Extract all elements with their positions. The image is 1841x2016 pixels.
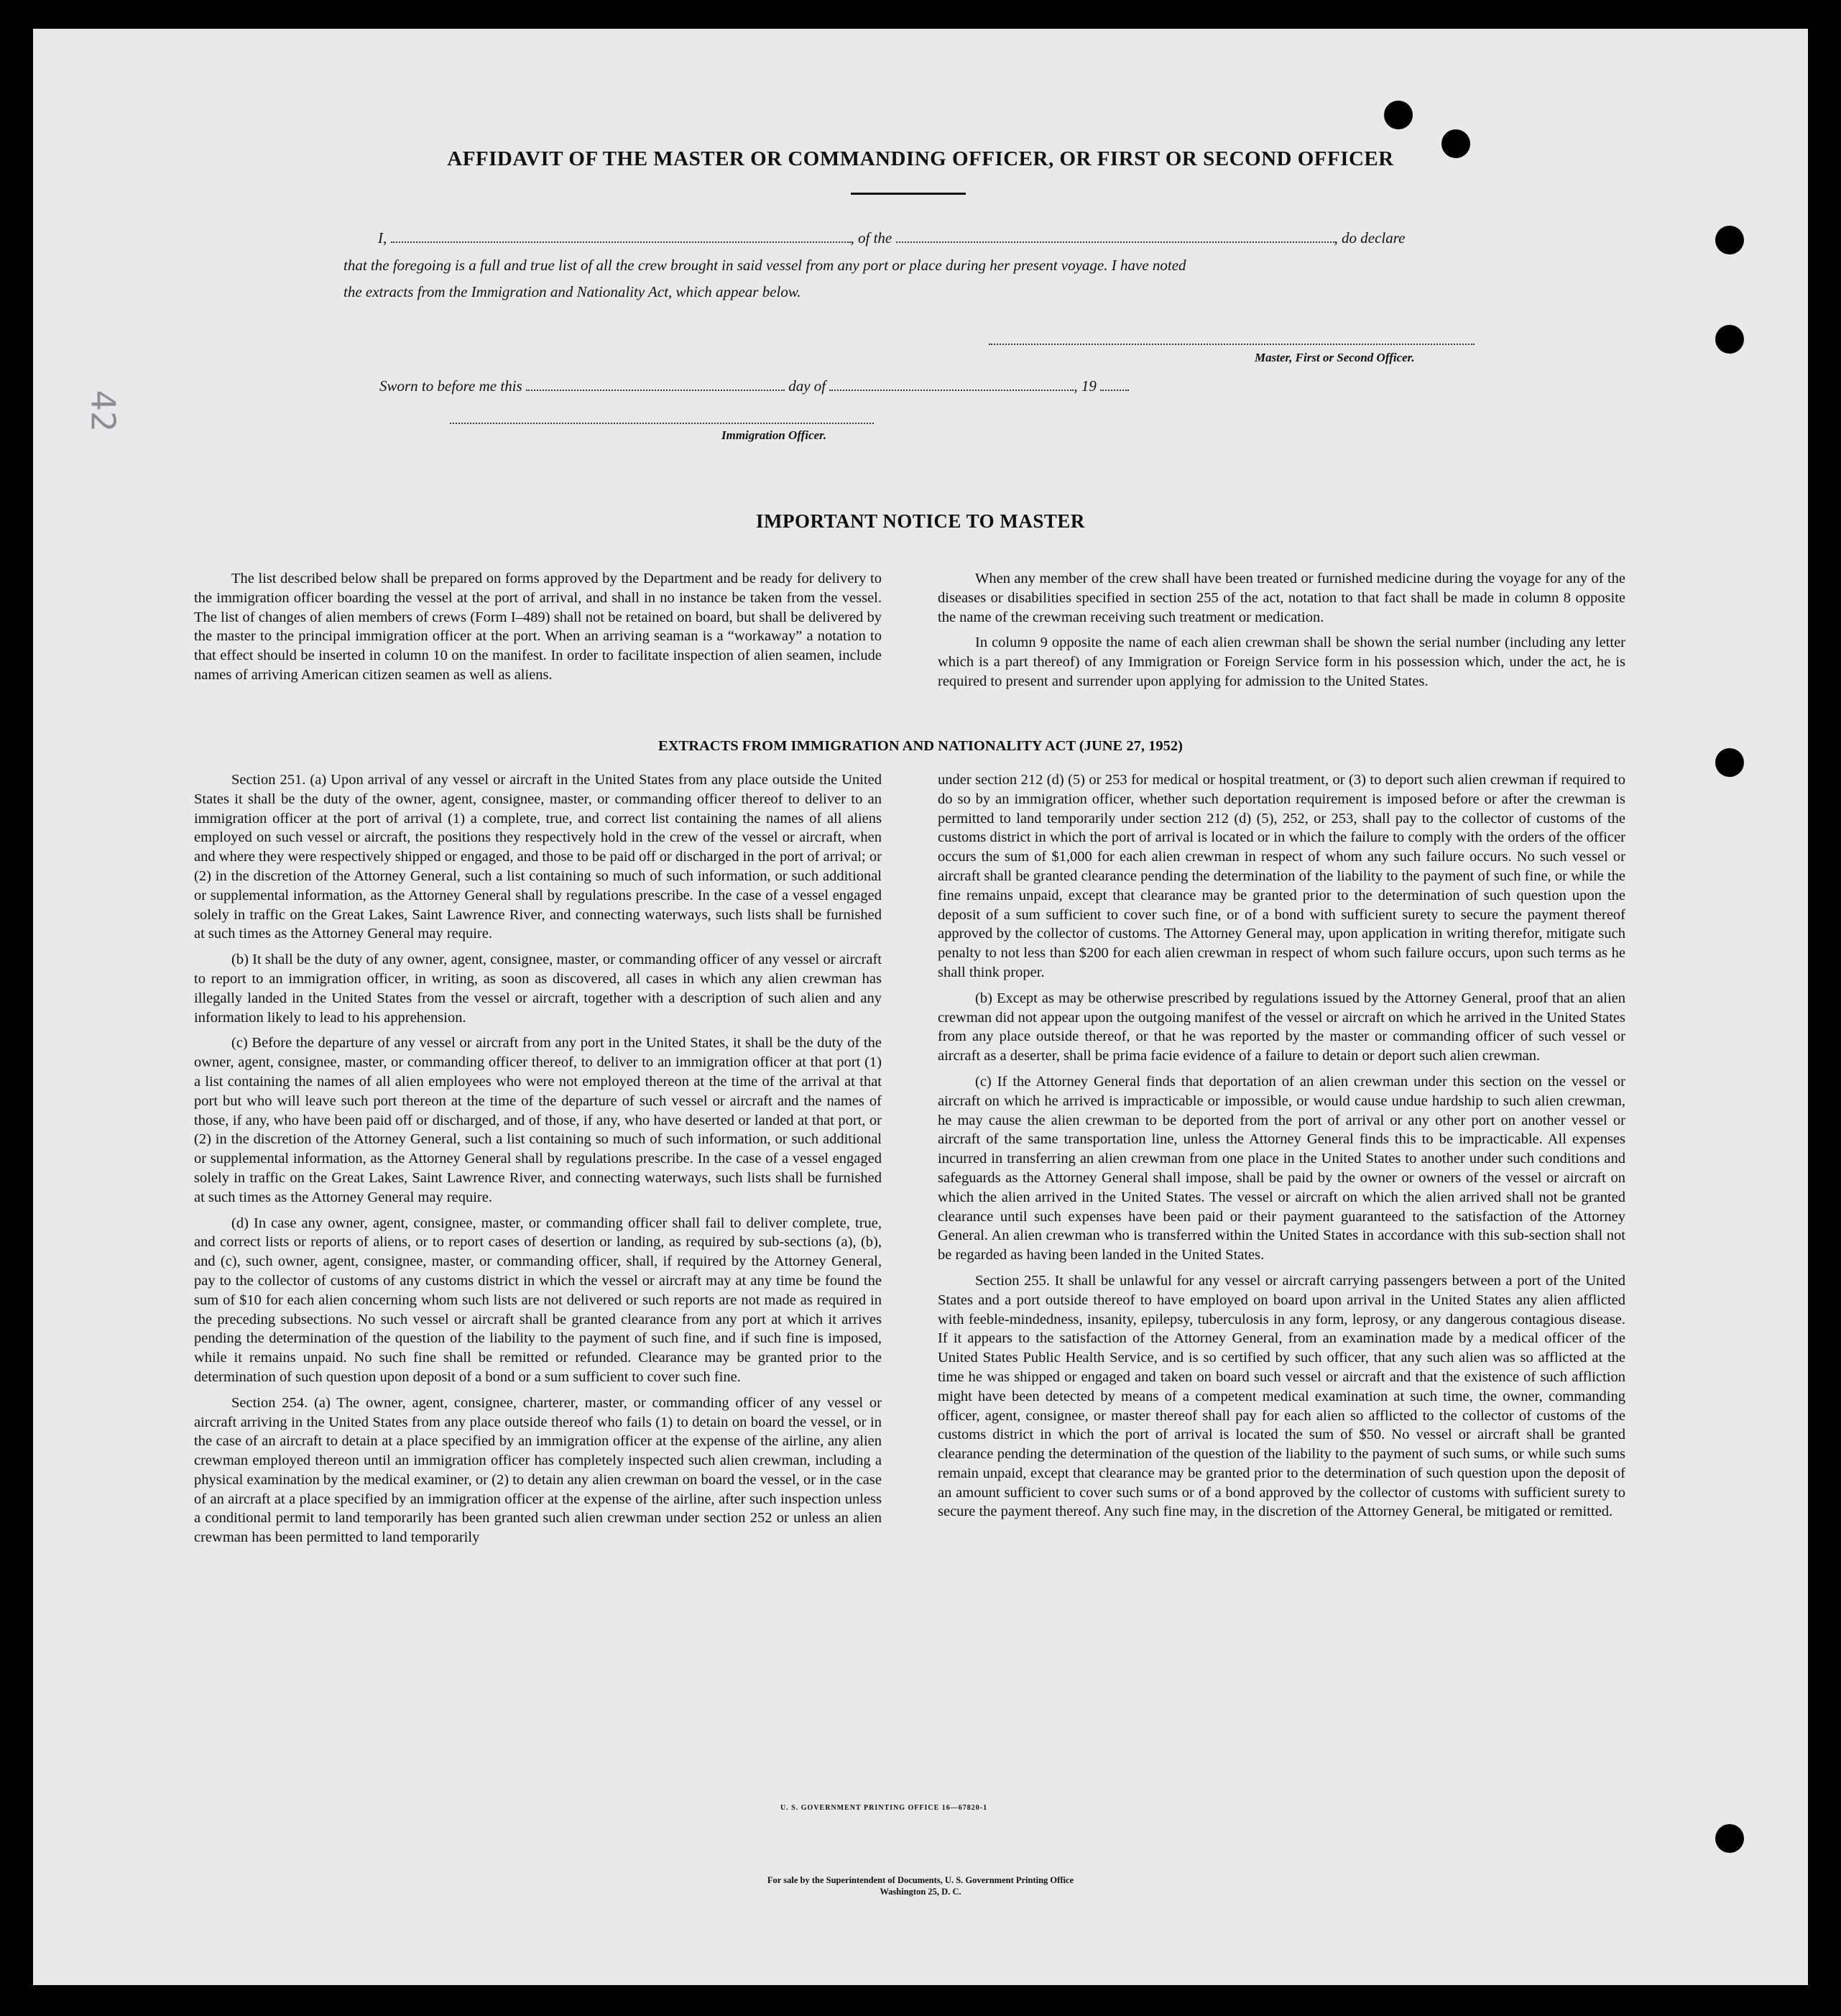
section-254-a-continued: under section 212 (d) (5) or 253 for medical or hospital treatment, or (3) to deport such alien crewman if required to do so by an immigration officer, whether such deportation requirement is imposed before or after the crewman is permitted to land temporarily under section 212 (d) (5), 252, or 253, shall pay to the collector of customs of the customs district in which the port of arrival is located or in which the failure to comply with the orders of the officer occurs the sum of $1,000 for each alien crewman in respect of whom any such failure occurs. No such vessel or aircraft shall be granted clearance pending the determination of the liability to the payment of such fine, or while the fine remains unpaid, except that clearance may be granted prior to the determination of such question upon the deposit of a sum sufficient to cover such fine, or of a bond with sufficient surety to secure the payment thereof approved by the collector of customs. The Attorney General may, upon application in writing therefor, mitigate such penalty to not less than $200 for each alien crewman in respect of whom such failure occurs, upon such terms as he shall think proper. xyxy=(938,772,1625,980)
sworn-label: Sworn to before me this xyxy=(379,377,522,395)
section-254-a: Section 254. (a) The owner, agent, consignee, charterer, master, or commanding officer of any vessel or aircraft arriving in the United States from any place outside thereof who fails (1) to detain on board the vessel, or in the case of an aircraft to detain at a place specified by an immigration officer at the expense of the airline, any alien crewman employed thereon until an immigration officer has completely inspected such alien crewman, including a physical examination by the medical examiner, or (2) to detain any alien crewman on board the vessel, or in the case of an aircraft at a place specified by an immigration officer at the expense of the airline, after such inspection unless a conditional permit to land temporarily has been granted such alien crewman under section 252 or unless an alien crewman has been permitted to land temporarily xyxy=(194,1394,882,1546)
sworn-year-field[interactable] xyxy=(1100,377,1129,391)
of-the-label: , of the xyxy=(850,229,892,247)
i-label: I, xyxy=(378,229,387,247)
section-251-a: Section 251. (a) Upon arrival of any vessel or aircraft in the United States from any place outside the United States it shall be the duty of the owner, agent, consignee, master, or commanding officer thereof to deliver to an immigration officer at the port of arrival (1) a complete, true, and correct list containing the names of all aliens employed on such vessel or aircraft, the positions they respectively hold in the crew of the vessel or aircraft, when and where they were respectively shipped or engaged, and those to be paid off or discharged in the port of arrival; or (2) in the discretion of the Attorney General, such a list containing so much of such information, or such additional or supplemental information, as the Attorney General shall by regulations prescribe. In the case of a vessel engaged solely in traffic on the Great Lakes, Saint Lawrence River, and connecting waterways, such lists shall be furnished at such times as the Attorney General may require. xyxy=(194,772,882,942)
margin-note: 42 xyxy=(83,390,123,433)
sale-notice-line-1: For sale by the Superintendent of Documents, U. S. Government Printing Office xyxy=(767,1875,1074,1885)
do-declare-label: , do declare xyxy=(1334,229,1406,247)
notice-left-paragraph: The list described below shall be prepared on forms approved by the Department and be ready for delivery to the immigration officer boarding the vessel at the port of arrival, and shall in no instance be taken from the vessel. The list of changes of alien members of crews (Form I–489) shall not be retained on board, but shall be delivered by the master to the principal immigration officer at the port. When an arriving seaman is a “workaway” a notation to that effect should be inserted in column 10 on the manifest. In order to facilitate inspection of alien seamen, include names of arriving American citizen seamen as well as aliens. xyxy=(194,571,882,683)
master-signature-line[interactable] xyxy=(989,344,1475,345)
punch-hole xyxy=(1715,226,1744,254)
name-field[interactable] xyxy=(391,229,851,243)
title-rule xyxy=(851,193,966,195)
declaration-line-1 xyxy=(378,224,1521,252)
extracts-title: EXTRACTS FROM IMMIGRATION AND NATIONALITY ACT (JUNE 27, 1952) xyxy=(658,738,1183,754)
day-of-label: day of xyxy=(788,377,826,395)
section-251-d: (d) In case any owner, agent, consignee, master, or commanding officer shall fail to deliver complete, true, and correct lists or reports of aliens, or to report cases of desertion or landing, as required by sub-sections (a), (b), and (c), such owner, agent, consignee, master, or commanding officer, shall, if required by the Attorney General, pay to the collector of customs of any customs district in which the vessel or aircraft may at any time be found the sum of $10 for each alien concerning whom such lists are not delivered or such reports are not made as required in the preceding subsections. No such vessel or aircraft shall be granted clearance from any port at which it arrives pending the determination of the question of the liability to the payment of such fine, and if such fine is imposed, while it remains unpaid. No such fine shall be remitted or refunded. Clearance may be granted prior to the determination of such question upon deposit of a bond or a sum sufficient to cover such fine. xyxy=(194,1215,882,1385)
sale-notice xyxy=(33,1874,1808,1897)
notice-left-column xyxy=(194,569,882,691)
sale-notice-line-2: Washington 25, D. C. xyxy=(880,1887,961,1897)
notice-right-column xyxy=(938,569,1625,698)
section-254-c: (c) If the Attorney General finds that deportation of an alien crewman under this section on the vessel or aircraft on which he arrived is impracticable or impossible, or would cause undue hardship to such alien crewman, he may cause the alien crewman to be deported from the port of arrival or any other port on another vessel or aircraft of the same transportation line, unless the Attorney General finds this to be impracticable. All expenses incurred in transferring an alien crewman from one place in the United States to another under such conditions and safeguards as the Attorney General shall impose, shall be paid by the owner or owners of the vessel or aircraft on which the alien arrived in the United States. The vessel or aircraft on which the alien arrived shall not be granted clearance until such expenses have been paid or their payment guaranteed to the satisfaction of the Attorney General. An alien crewman who is transferred within the United States in accordance with this sub-section shall not be regarded as having been landed in the United States. xyxy=(938,1073,1625,1264)
section-255: Section 255. It shall be unlawful for any vessel or aircraft carrying passengers between a port of the United States and a port outside thereof to have employed on board upon arrival in the United States any alien afflicted with feeble-mindedness, insanity, epilepsy, tuberculosis in any form, leprosy, or any dangerous contagious disease. If it appears to the satisfaction of the Attorney General, from an examination made by a medical officer of the United States Public Health Service, and is so certified by such officer, that any such alien was so afflicted at the time he was shipped or engaged and taken on board such vessel or aircraft and that the existence of such affliction might have been detected by means of a competent medical examination at such time, the owner, commanding officer, agent, consignee, or master thereof shall pay for each alien so afflicted to the collector of customs of the customs district in which the port of arrival is located the sum of $50. No vessel or aircraft shall be granted clearance pending the determination of the question of the liability to the payment of such sums, or while such sums remain unpaid, except that clearance may be granted prior to the determination of such question upon the deposit of an amount sufficient to cover such sums or of a bond approved by the collector of customs with sufficient surety to secure the payment thereof. Any such fine may, in the discretion of the Attorney General, be mitigated or remitted. xyxy=(938,1272,1625,1520)
form-page xyxy=(33,29,1808,1985)
sworn-day-field[interactable] xyxy=(526,377,785,391)
affidavit-title: AFFIDAVIT OF THE MASTER OR COMMANDING OFFICER, OR FIRST OR SECOND OFFICER xyxy=(447,147,1394,170)
punch-hole xyxy=(1715,1824,1744,1853)
extracts-right-column xyxy=(938,770,1625,1528)
immigration-officer-signature-line[interactable] xyxy=(450,423,874,424)
section-254-b: (b) Except as may be otherwise prescribed by regulations issued by the Attorney General, proof that an alien crewman did not appear upon the outgoing manifest of the vessel or aircraft on which he arrived in the United States from any place outside thereof, or that he was reported by the master or commanding officer of such vessel or aircraft as a deserter, shall be prima facie evidence of a failure to detain or deport such alien crewman. xyxy=(938,990,1625,1064)
declaration-line-2: that the foregoing is a full and true list of all the crew brought in said vessel from any port or place during her present voyage. I have noted xyxy=(343,257,1186,274)
punch-hole xyxy=(1384,101,1413,129)
notice-right-paragraph-1: When any member of the crew shall have been treated or furnished medicine during the voyage for any of the diseases or disabilities specified in section 255 of the act, notation to that fact shall be made in column 8 opposite the name of the crewman receiving such treatment or medication. xyxy=(938,571,1625,625)
extracts-left-column xyxy=(194,770,882,1554)
master-signature-caption: Master, First or Second Officer. xyxy=(1255,351,1415,364)
declaration-line-3: the extracts from the Immigration and Nationality Act, which appear below. xyxy=(343,283,801,300)
notice-title: IMPORTANT NOTICE TO MASTER xyxy=(756,510,1085,532)
sworn-line xyxy=(379,372,1314,400)
punch-hole xyxy=(1715,325,1744,354)
printing-office-imprint: U. S. GOVERNMENT PRINTING OFFICE 16—67820-1 xyxy=(780,1804,988,1812)
year-prefix-label: , 19 xyxy=(1074,377,1097,395)
section-251-b: (b) It shall be the duty of any owner, agent, consignee, master, or commanding officer of any vessel or aircraft to report to an immigration officer, in writing, as soon as discovered, all cases in which any alien crewman has illegally landed in the United States from the vessel or aircraft, together with a description of such alien and any information likely to lead to his apprehension. xyxy=(194,952,882,1026)
section-251-c: (c) Before the departure of any vessel or aircraft from any port in the United States, it shall be the duty of the owner, agent, consignee, master, or commanding officer thereof, to deliver to an immigration officer at that port (1) a list containing the names of all alien employees who were not employed thereon at the time of the arrival at that port but who will leave such port thereon at the time of the departure of such vessel or aircraft and the names of those, if any, who have been paid off or discharged, and of those, if any, who have deserted or landed at that port, or (2) in the discretion of the Attorney General, such a list containing so much of such information, or such additional or supplemental information, as the Attorney General shall by regulations prescribe. In the case of a vessel engaged solely in traffic on the Great Lakes, Saint Lawrence River, and connecting waterways, such lists shall be furnished at such times as the Attorney General may require. xyxy=(194,1035,882,1205)
vessel-field[interactable] xyxy=(896,229,1334,243)
notice-right-paragraph-2: In column 9 opposite the name of each alien crewman shall be shown the serial number (including any letter which is a part thereof) of any Immigration or Foreign Service form in his possession which, under the act, he is required to present and surrender upon applying for admission to the United States. xyxy=(938,635,1625,689)
sworn-month-field[interactable] xyxy=(829,377,1074,391)
immigration-officer-caption: Immigration Officer. xyxy=(721,428,827,442)
